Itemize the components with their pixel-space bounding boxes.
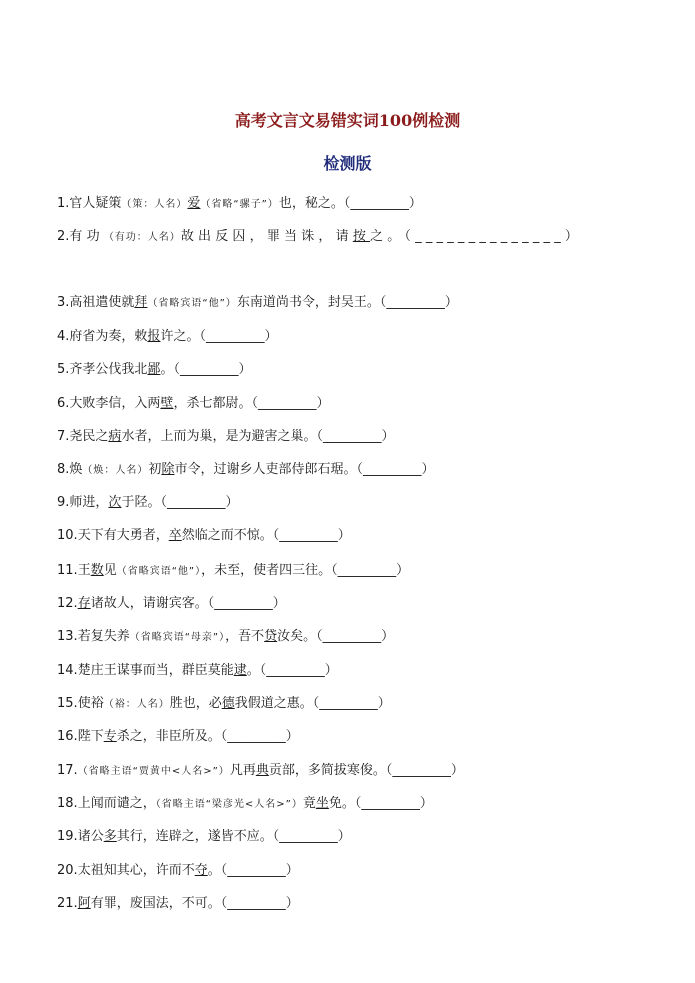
question-text: 其行，连辟之，遂皆不应。（_________） <box>116 829 351 844</box>
annotation-note: （省略宾语“他”） <box>116 566 202 577</box>
question-item <box>57 862 655 880</box>
key-word: 拜 <box>134 295 148 310</box>
key-word: 专 <box>103 729 117 744</box>
question-text: ，吾不 <box>225 629 265 644</box>
question-text: 于陉。（_________） <box>121 495 239 510</box>
key-word: 阿 <box>77 896 91 911</box>
question-text: 大败李信，入两 <box>69 396 161 411</box>
key-word: 坐 <box>315 796 329 811</box>
question-text: 楚庄王谋事而当，群臣莫能 <box>77 663 234 678</box>
question-text: 胜也，必 <box>169 696 222 711</box>
question-item <box>57 428 655 446</box>
question-text: 水者，上而为巢，是为避害之巢。（_________） <box>121 429 395 444</box>
question-number: 4. <box>57 329 70 344</box>
question-number: 15. <box>57 696 78 711</box>
question-number: 8. <box>57 462 70 477</box>
question-number: 18. <box>57 796 78 811</box>
question-item <box>57 695 655 714</box>
question-item <box>57 494 655 512</box>
question-text: 贡部，多简拔寒俊。（_________） <box>268 763 464 778</box>
question-text: 高祖遣使就 <box>69 295 135 310</box>
question-text: 免。（_________） <box>328 796 433 811</box>
key-word: 次 <box>108 495 122 510</box>
document-subtitle: 检测版 <box>323 154 372 173</box>
question-text: 天下有大勇者， <box>77 528 169 543</box>
question-text: 有功 <box>69 229 104 244</box>
key-word: 夺 <box>194 863 208 878</box>
question-text: 诸公 <box>77 829 104 844</box>
key-word: 壁 <box>160 396 174 411</box>
question-text: 市令，过谢乡人吏部侍郎石琚。（_________） <box>174 462 435 477</box>
key-word: 典 <box>255 763 269 778</box>
question-text: 王 <box>77 563 91 578</box>
question-text: 焕 <box>69 462 83 477</box>
question-number: 5. <box>57 362 70 377</box>
question-text: 汝矣。（_________） <box>277 629 395 644</box>
key-word: 德 <box>221 696 235 711</box>
question-number: 1. <box>57 196 70 211</box>
annotation-note: （省略“骡子”） <box>200 199 279 210</box>
question-text: 齐孝公伐我北 <box>69 362 148 377</box>
question-text: 初 <box>148 462 162 477</box>
key-word: 逮 <box>233 663 247 678</box>
question-number: 19. <box>57 829 78 844</box>
question-text: 也，秘之。 <box>278 196 344 211</box>
question-text: 杀之，非臣所及。（_________） <box>116 729 299 744</box>
question-text: 尧民之 <box>69 429 109 444</box>
question-number: 12. <box>57 596 78 611</box>
question-item <box>57 361 655 379</box>
question-item <box>57 527 655 545</box>
key-word: 爱 <box>187 196 201 211</box>
question-item <box>57 728 655 746</box>
question-number: 14. <box>57 663 78 678</box>
question-text: 。（_________） <box>207 863 299 878</box>
annotation-note: （焕：人名） <box>82 465 149 476</box>
key-word: 报 <box>147 329 161 344</box>
question-text: ，未至，使者四三往。（_________） <box>201 563 410 578</box>
key-word: 多 <box>103 829 117 844</box>
question-item <box>57 461 655 480</box>
key-word: 除 <box>161 462 175 477</box>
question-text: 我假道之惠。（_________） <box>234 696 391 711</box>
question-item <box>57 228 655 247</box>
question-text: 东南道尚书令，封吴王。（_________） <box>236 295 458 310</box>
question-number: 10. <box>57 528 78 543</box>
question-text: 凡再 <box>229 763 256 778</box>
question-item <box>57 195 655 214</box>
question-number: 3. <box>57 295 70 310</box>
question-text: 。（_________） <box>246 663 338 678</box>
question-item <box>57 795 655 814</box>
question-number: 20. <box>57 863 78 878</box>
question-item <box>57 395 655 413</box>
question-item <box>57 562 655 581</box>
question-text: 。（_________） <box>160 362 252 377</box>
question-number: 11. <box>57 563 78 578</box>
question-text: 官人疑策 <box>69 196 122 211</box>
question-text: 上闻而谴之， <box>77 796 156 811</box>
question-item <box>57 762 655 781</box>
question-text: 之。（______________） <box>370 229 583 244</box>
question-text: 府省为奏，敕 <box>69 329 148 344</box>
question-item <box>57 628 655 647</box>
question-text: 竟 <box>302 796 316 811</box>
annotation-note: （有功：人名） <box>103 232 181 243</box>
question-number: 21. <box>57 896 78 911</box>
question-text: 有罪，废国法，不可。（_________） <box>90 896 299 911</box>
question-text: 太祖知其心，许而不 <box>77 863 195 878</box>
question-number: 17. <box>57 763 78 778</box>
question-item <box>57 595 655 613</box>
question-item <box>57 328 655 346</box>
question-text: ，杀七都尉。（_________） <box>173 396 330 411</box>
question-number: 2. <box>57 229 70 244</box>
key-word: 鄙 <box>147 362 161 377</box>
annotation-note: （省略主语“贾黄中<人名>”） <box>77 766 230 777</box>
question-number: 9. <box>57 495 70 510</box>
key-word: 存 <box>77 596 91 611</box>
question-text: 见 <box>103 563 117 578</box>
question-item <box>57 662 655 680</box>
question-text: 许之。（_________） <box>160 329 278 344</box>
question-text: 故出反囚，罪当诛，请 <box>180 229 353 244</box>
annotation-note: （省略宾语“他”） <box>147 298 237 309</box>
annotation-note: （裕：人名） <box>103 699 170 710</box>
question-text: 使裕 <box>77 696 104 711</box>
question-text: 师进， <box>69 495 109 510</box>
key-word: 数 <box>90 563 104 578</box>
question-text: （_________） <box>343 196 422 211</box>
document-title: 高考文言文易错实词100例检测 <box>234 111 461 130</box>
question-number: 6. <box>57 396 70 411</box>
question-text: 诸故人，请谢宾客。（_________） <box>90 596 286 611</box>
question-item <box>57 828 655 846</box>
annotation-note: （省略主语“梁彦光<人名>”） <box>155 799 303 810</box>
key-word: 卒 <box>168 528 182 543</box>
annotation-note: （省略宾语“母亲”） <box>129 632 226 643</box>
key-word: 贷 <box>264 629 278 644</box>
question-number: 13. <box>57 629 78 644</box>
question-item <box>57 294 655 313</box>
question-text: 陛下 <box>77 729 104 744</box>
question-number: 16. <box>57 729 78 744</box>
annotation-note: （策：人名） <box>121 199 188 210</box>
key-word: 按 <box>352 229 371 244</box>
question-text: 若复失养 <box>77 629 130 644</box>
question-item <box>57 895 655 913</box>
key-word: 病 <box>108 429 122 444</box>
question-text: 然临之而不惊。（_________） <box>181 528 351 543</box>
question-number: 7. <box>57 429 70 444</box>
